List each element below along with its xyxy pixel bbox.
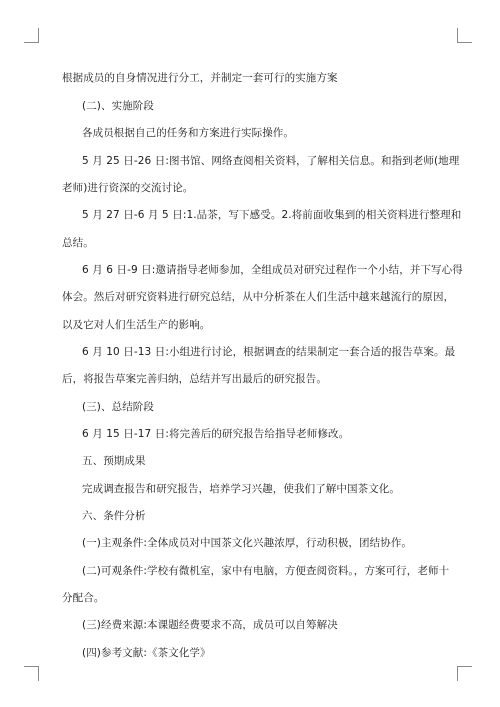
paragraph-line: 完成调查报告和研究报告，培养学习兴趣，使我们了解中国茶文化。 [82, 483, 400, 495]
paragraph-line: 后，将报告草案完善归纳，总结并写出最后的研究报告。 [62, 373, 327, 385]
paragraph-line: 以及它对人们生活生产的影响。 [62, 319, 211, 331]
paragraph-line: 老师)进行资深的交流讨论。 [62, 182, 194, 194]
paragraph-line: 分配合。 [62, 592, 105, 604]
paragraph-line: 各成员根据自己的任务和方案进行实际操作。 [82, 127, 294, 139]
paragraph-line: (四)参考文献:《茶文化学》 [82, 647, 211, 659]
paragraph-line: 体会。然后对研究资料进行研究总结，从中分析茶在人们生活中越来越流行的原因， [62, 291, 455, 303]
crop-mark-bottom-right [457, 666, 472, 681]
section-heading: 六、条件分析 [82, 510, 146, 522]
paragraph-line: 6 月 6 日-9 日:邀请指导老师参加，全组成员对研究过程作一个小结，并下写心得 [82, 264, 463, 276]
paragraph-line: 6 月 10 日-13 日:小组进行讨论，根据调查的结果制定一套合适的报告草案。最 [82, 346, 456, 358]
paragraph-line: 总结。 [62, 237, 94, 249]
paragraph-line: (一)主观条件:全体成员对中国茶文化兴趣浓厚，行动积极，团结协作。 [82, 537, 413, 549]
paragraph-line: 根据成员的自身情况进行分工，并制定一套可行的实施方案 [62, 72, 338, 84]
paragraph-line: (二)可观条件:学校有微机室，家中有电脑，方便查阅资料。，方案可行，老师十 [82, 565, 450, 577]
paragraph-line: 5 月 25 日-26 日:图书馆、网络查阅相关资料，了解相关信息。和指到老师(地理 [82, 155, 460, 167]
crop-mark-top-left [24, 28, 39, 43]
crop-mark-top-right [457, 28, 472, 43]
paragraph-line: 5 月 27 日-6 月 5 日:1.品茶，写下感受。2.将前面收集到的相关资料进行整理和 [82, 209, 462, 221]
paragraph-line: (三)经费来源:本课题经费要求不高，成员可以自筹解决 [82, 619, 338, 631]
section-heading: (二)、实施阶段 [82, 100, 154, 112]
crop-mark-bottom-left [24, 666, 39, 681]
paragraph-line: 6 月 15 日-17 日:将完善后的研究报告给指导老师修改。 [82, 428, 350, 440]
section-heading: (三)、总结阶段 [82, 401, 154, 413]
section-heading: 五、预期成果 [82, 455, 146, 467]
